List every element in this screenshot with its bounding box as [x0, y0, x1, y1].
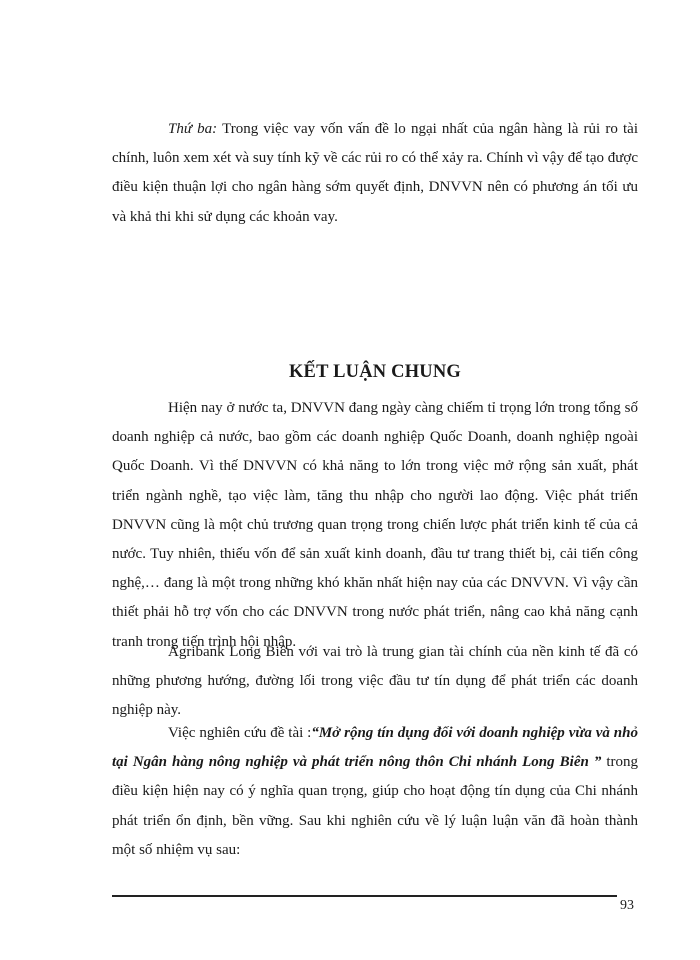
paragraph-intro: Việc nghiên cứu đề tài : [168, 725, 312, 741]
paragraph-continuation: trong điều kiện hiện nay có ý nghĩa quan trọng, giúp cho hoạt động tín dụng của Chi nhánh phát triển ổn định, bền vững. Sau khi nghiên cứu về lý luận luận văn đã hoàn thành một số nhiệm vụ sau: [112, 754, 638, 858]
paragraph-lead: Thứ ba: [168, 121, 218, 137]
page-number: 93 [620, 898, 634, 913]
footer-rule [112, 895, 617, 897]
paragraph-research [112, 719, 638, 865]
thesis-title: “Mở rộng tín dụng đối với doanh nghiệp vừa và nhỏ tại Ngân hàng nông nghiệp và phát triển nông thôn Chi nhánh Long Biên ” [112, 725, 638, 771]
paragraph-overview: Hiện nay ở nước ta, DNVVN đang ngày càng chiếm tỉ trọng lớn trong tổng số doanh nghiệp cả nước, bao gồm các doanh nghiệp Quốc Doanh, doanh nghiệp ngoài Quốc Doanh. Vì thế DNVVN có khả năng to lớn trong việc mở rộng sản xuất, phát triển ngành nghề, tạo việc làm, tăng thu nhập cho người lao động. Việc phát triển DNVVN cũng là một chủ trương quan trọng trong chiến lược phát triển kinh tế của cả nước. Tuy nhiên, thiếu vốn để sản xuất kinh doanh, đầu tư trang thiết bị, cải tiến công nghệ,… đang là một trong những khó khăn nhất hiện nay của các DNVVN. Vì vậy cần thiết phải hỗ trợ vốn cho các DNVVN trong nước phát triển, nâng cao khả năng cạnh tranh trong tiến trình hội nhập. [112, 400, 638, 650]
paragraph-third-point [112, 115, 638, 232]
section-heading: KẾT LUẬN CHUNG [288, 362, 462, 382]
paragraph-agribank: Agribank Long Biên với vai trò là trung gian tài chính của nền kinh tế đã có những phương hướng, đường lối trong việc đầu tư tín dụng để phát triển các doanh nghiệp này. [112, 644, 638, 719]
paragraph-text: Trong việc vay vốn vấn đề lo ngại nhất của ngân hàng là rủi ro tài chính, luôn xem xét và suy tính kỹ về các rủi ro có thể xảy ra. Chính vì vậy để tạo được điều kiện thuận lợi cho ngân hàng sớm quyết định, DNVVN nên có phương án tối ưu và khả thi khi sử dụng các khoản vay. [112, 121, 638, 225]
